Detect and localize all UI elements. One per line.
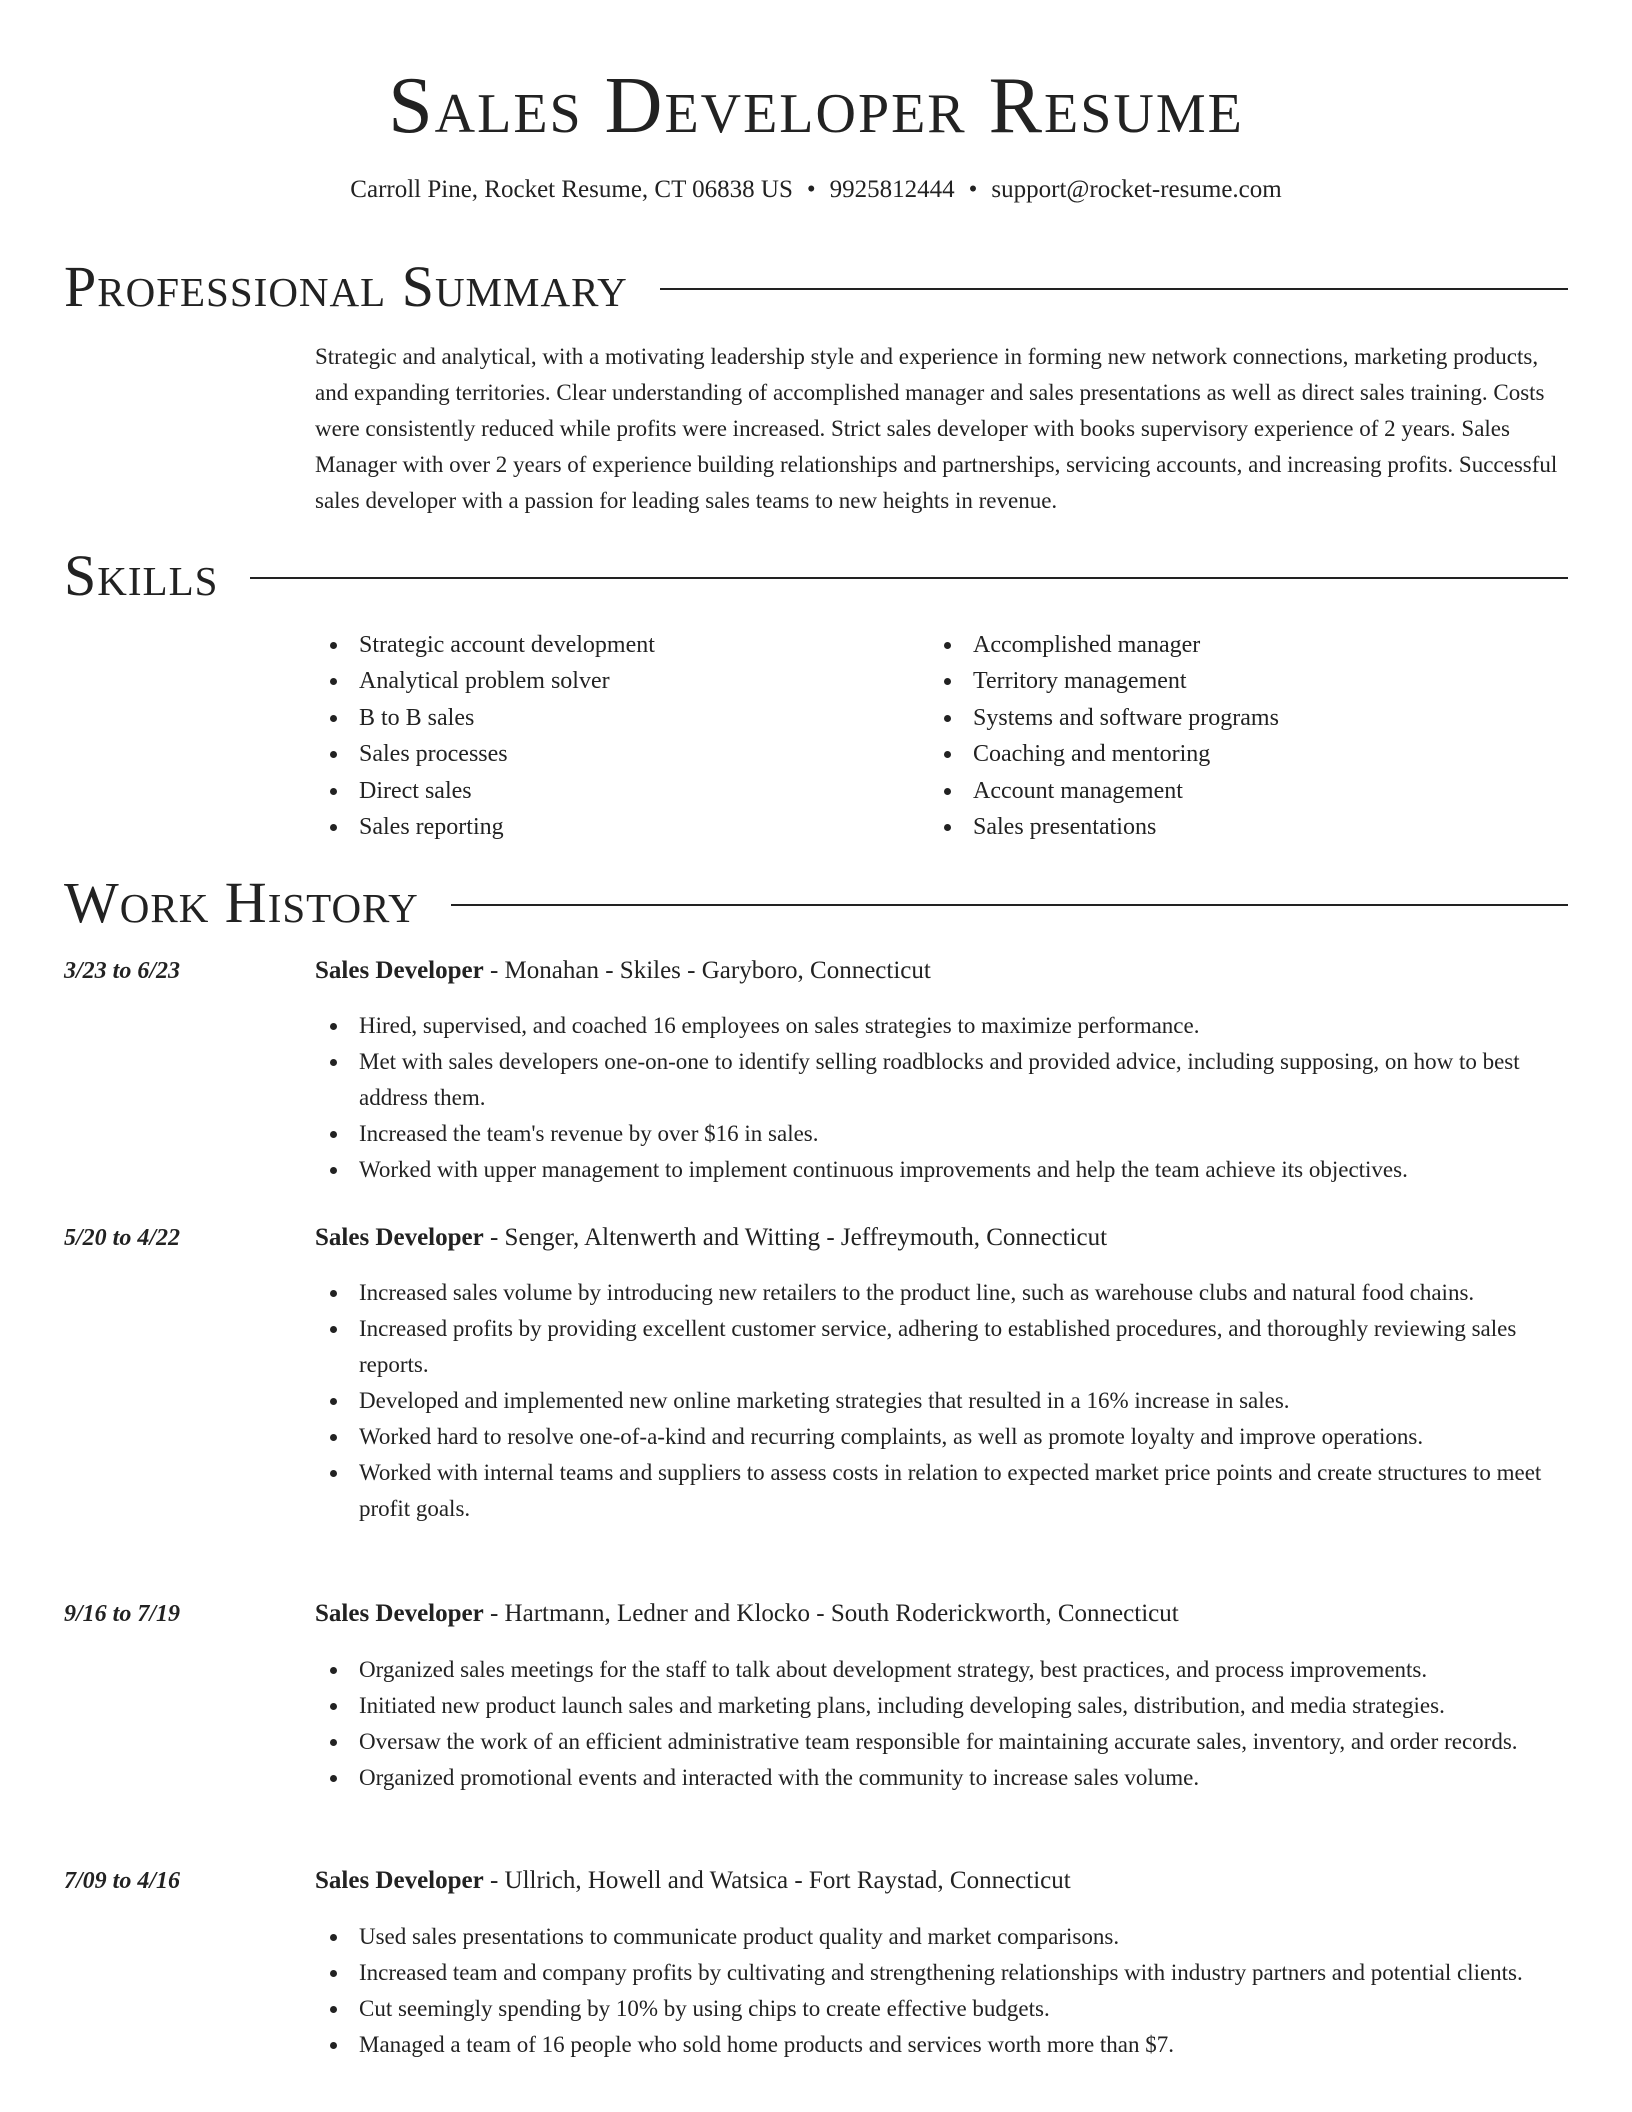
job-bullet: Worked with upper management to implement continuous improvements and help the team achieve its objectives. — [315, 1152, 1570, 1188]
job-role: Sales Developer — [315, 1224, 484, 1251]
contact-email: support@rocket-resume.com — [991, 176, 1282, 203]
skill-item: Sales processes — [315, 736, 905, 772]
job-dates: 7/09 to 4/16 — [64, 1868, 181, 1894]
job-bullet: Increased team and company profits by cultivating and strengthening relationships with industry partners and potential clients. — [315, 1955, 1570, 1991]
skill-item: Sales reporting — [315, 809, 905, 845]
job-bullet: Organized promotional events and interacted with the community to increase sales volume. — [315, 1760, 1570, 1796]
job-title-line — [315, 1223, 1570, 1253]
job-title-line — [315, 1866, 1570, 1896]
contact-address: Carroll Pine, Rocket Resume, CT 06838 US — [350, 176, 793, 203]
skills-section-header — [64, 543, 1568, 609]
job-dates: 3/23 to 6/23 — [64, 958, 181, 984]
job-bullet: Managed a team of 16 people who sold home products and services worth more than $7. — [315, 2027, 1570, 2063]
job-bullet: Organized sales meetings for the staff to talk about development strategy, best practices, and process improvements. — [315, 1652, 1570, 1688]
job-title-line — [315, 956, 1570, 986]
job-employer: - Senger, Altenwerth and Witting - Jeffreymouth, Connecticut — [483, 1224, 1108, 1251]
skill-item: Direct sales — [315, 773, 905, 809]
job-bullet: Increased the team's revenue by over $16 in sales. — [315, 1116, 1570, 1152]
job-dates: 5/20 to 4/22 — [64, 1225, 181, 1251]
skill-item: B to B sales — [315, 700, 905, 736]
job-role: Sales Developer — [315, 1600, 484, 1627]
job-bullet: Initiated new product launch sales and marketing plans, including developing sales, distribution, and media strategies. — [315, 1688, 1570, 1724]
contact-phone: 9925812444 — [829, 176, 955, 203]
job-employer: - Ullrich, Howell and Watsica - Fort Raystad, Connecticut — [483, 1867, 1071, 1894]
section-divider — [451, 904, 1568, 906]
job-bullet: Worked hard to resolve one-of-a-kind and recurring complaints, as well as promote loyalty and improve operations. — [315, 1419, 1570, 1455]
job-bullets — [315, 1008, 1570, 1188]
section-divider — [660, 288, 1568, 290]
job-bullets — [315, 1275, 1570, 1527]
summary-heading: Professional Summary — [64, 254, 628, 319]
skills-list-right — [929, 627, 1569, 845]
work-heading: Work History — [64, 870, 419, 935]
job-employer: - Monahan - Skiles - Garyboro, Connecticut — [483, 957, 931, 984]
work-section-header — [64, 870, 1568, 936]
skill-item: Territory management — [929, 663, 1569, 699]
job-bullets — [315, 1919, 1570, 2063]
page-title: Sales Developer Resume — [388, 62, 1244, 150]
job-role: Sales Developer — [315, 1867, 484, 1894]
skills-heading: Skills — [64, 543, 219, 608]
job-title-line — [315, 1599, 1570, 1629]
job-bullet: Met with sales developers one-on-one to identify selling roadblocks and provided advice, including supposing, on how to best address them. — [315, 1044, 1570, 1116]
contact-separator: • — [968, 176, 978, 203]
job-bullet: Cut seemingly spending by 10% by using chips to create effective budgets. — [315, 1991, 1570, 2027]
job-bullet: Worked with internal teams and suppliers to assess costs in relation to expected market price points and create structures to meet profit goals. — [315, 1455, 1570, 1527]
skill-item: Accomplished manager — [929, 627, 1569, 663]
summary-text: Strategic and analytical, with a motivating leadership style and experience in forming new network connections, marketing products, and expanding territories. Clear understanding of accomplished manager and sales presentations as well as direct sales training. Costs were consistently reduced while profits were increased. Strict sales developer with books supervisory experience of 2 years. Sales Manager with over 2 years of experience building relationships and partnerships, servicing accounts, and increasing profits. Successful sales developer with a passion for leading sales teams to new heights in revenue. — [315, 344, 1558, 513]
section-divider — [250, 577, 1568, 579]
job-employer: - Hartmann, Ledner and Klocko - South Roderickworth, Connecticut — [483, 1600, 1179, 1627]
skill-item: Account management — [929, 773, 1569, 809]
skill-item: Analytical problem solver — [315, 663, 905, 699]
job-dates: 9/16 to 7/19 — [64, 1601, 181, 1627]
contact-line — [0, 175, 1632, 205]
job-bullet: Used sales presentations to communicate product quality and market comparisons. — [315, 1919, 1570, 1955]
job-bullet: Hired, supervised, and coached 16 employees on sales strategies to maximize performance. — [315, 1008, 1570, 1044]
skill-item: Systems and software programs — [929, 700, 1569, 736]
job-bullet: Increased profits by providing excellent customer service, adhering to established procedures, and thoroughly reviewing sales reports. — [315, 1311, 1570, 1383]
skill-item: Coaching and mentoring — [929, 736, 1569, 772]
skill-item: Sales presentations — [929, 809, 1569, 845]
job-role: Sales Developer — [315, 957, 484, 984]
job-bullet: Oversaw the work of an efficient administrative team responsible for maintaining accurate sales, inventory, and order records. — [315, 1724, 1570, 1760]
contact-separator: • — [806, 176, 816, 203]
summary-section-header — [64, 254, 1568, 320]
job-bullet: Increased sales volume by introducing new retailers to the product line, such as warehouse clubs and natural food chains. — [315, 1275, 1570, 1311]
job-bullet: Developed and implemented new online marketing strategies that resulted in a 16% increase in sales. — [315, 1383, 1570, 1419]
skills-list-left — [315, 627, 905, 845]
job-bullets — [315, 1652, 1570, 1796]
skill-item: Strategic account development — [315, 627, 905, 663]
